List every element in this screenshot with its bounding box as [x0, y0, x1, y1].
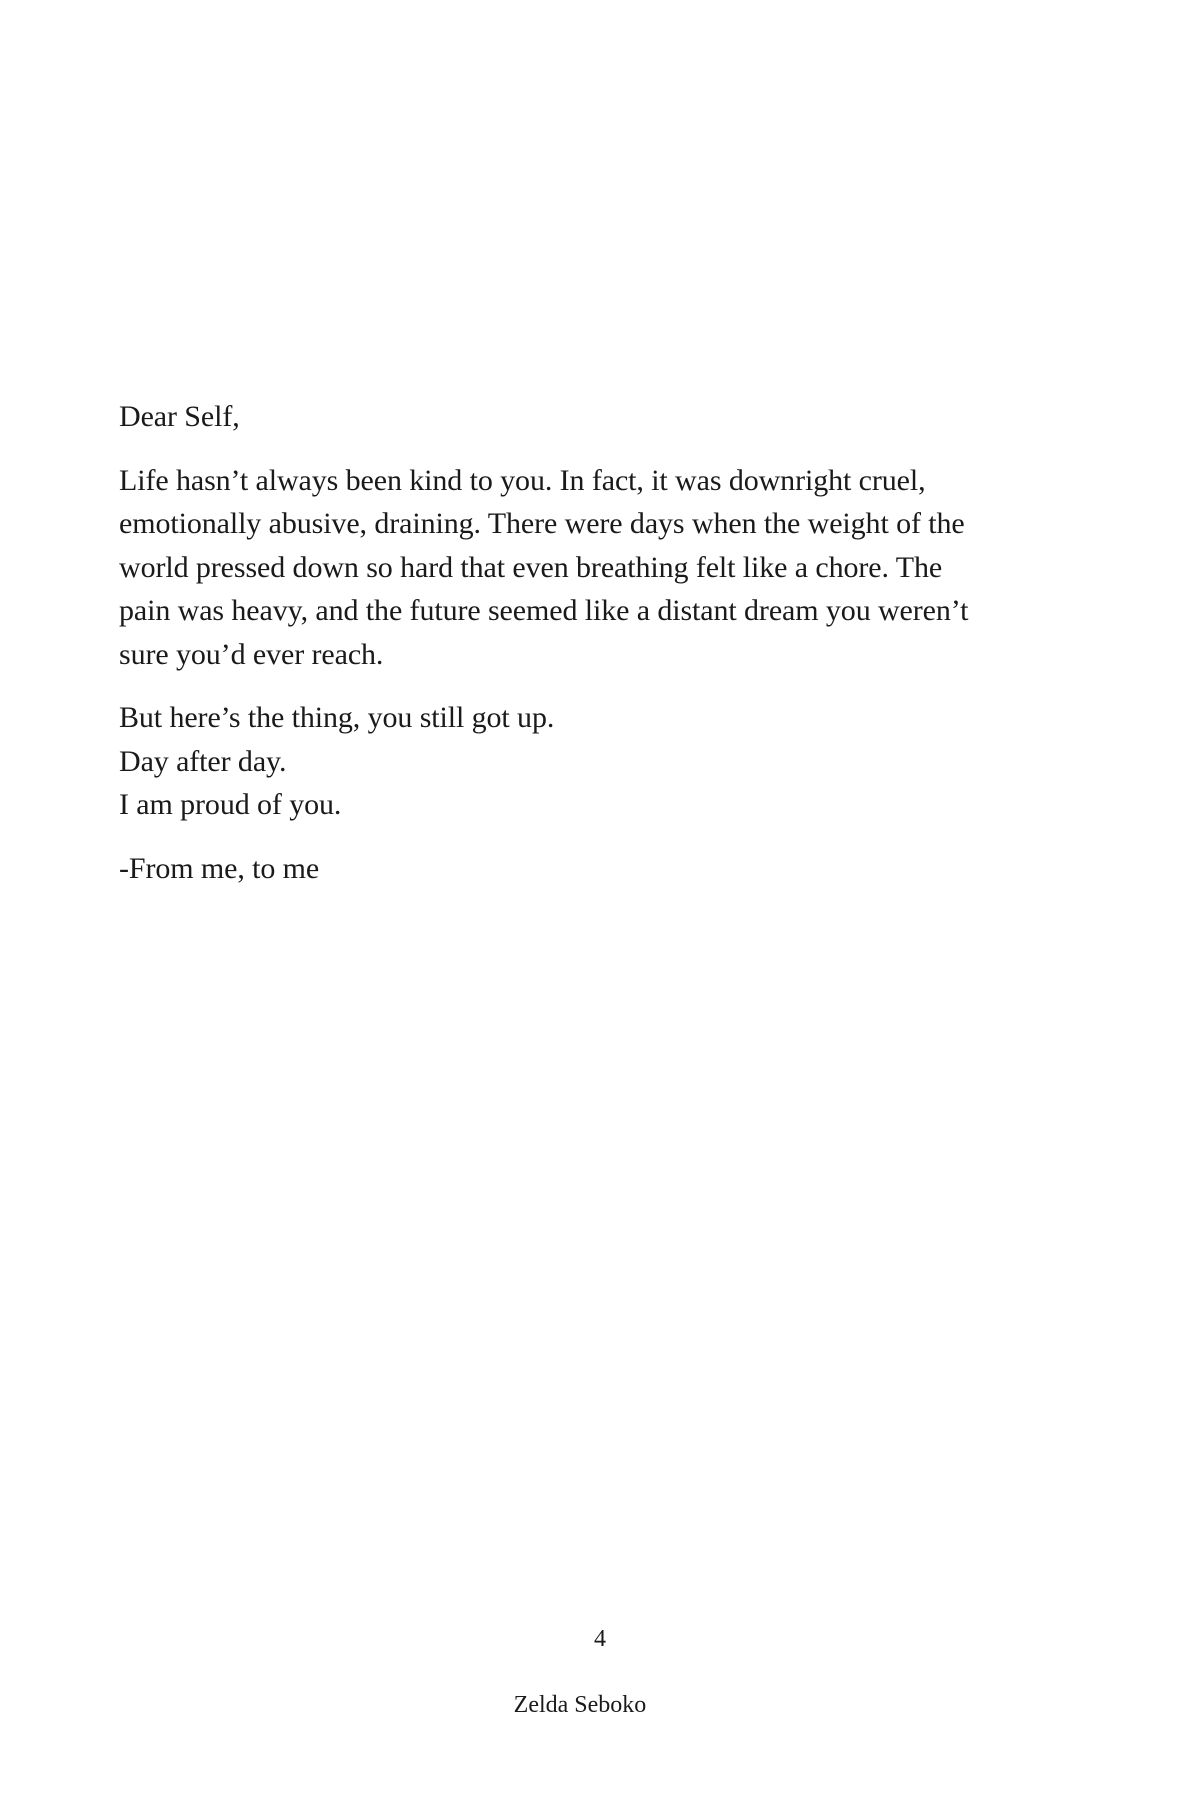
stanza-line: But here’s the thing, you still got up.: [119, 701, 555, 734]
letter-paragraph: [119, 459, 1079, 677]
salutation: Dear Self,: [119, 400, 240, 433]
letter-stanza: [119, 696, 1079, 827]
stanza-line: I am proud of you.: [119, 788, 342, 821]
paragraph-line: world pressed down so hard that even breathing felt like a chore. The: [119, 550, 943, 584]
paragraph-line: emotionally abusive, draining. There were days when the weight of the: [119, 507, 965, 540]
paragraph-line: sure you’d ever reach.: [119, 637, 384, 671]
author-name: Zelda Seboko: [513, 1692, 647, 1718]
stanza-line: Day after day.: [119, 744, 287, 778]
letter-body: [119, 395, 1079, 890]
signoff: -From me, to me: [119, 851, 320, 885]
paragraph-line: Life hasn’t always been kind to you. In fact, it was downright cruel,: [119, 463, 926, 497]
page-number: 4: [594, 1626, 606, 1652]
paragraph-line: pain was heavy, and the future seemed like a distant dream you weren’t: [119, 594, 969, 627]
